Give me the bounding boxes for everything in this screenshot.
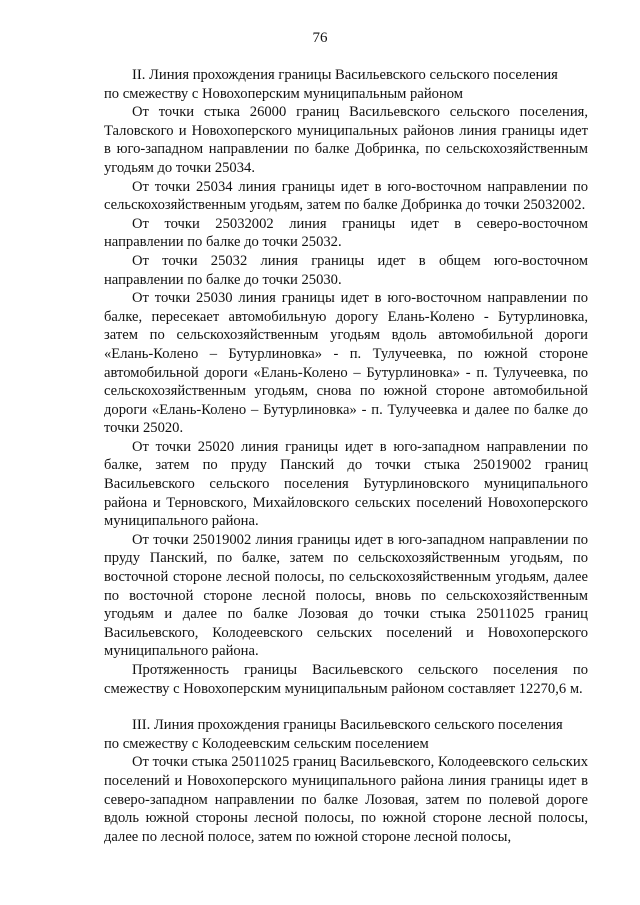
paragraph: От точки стыка 25011025 границ Васильевского, Колодеевского сельских поселений и Новохоперского муниципального района линия границы идет в северо-западном направлении по балке Лозовая, затем по полевой дороге вдоль южной стороны лесной полосы, по южной стороне лесной полосы, далее по лесной полосе, затем по южной стороне лесной полосы, [104, 754, 588, 845]
paragraph: От точки 25030 линия границы идет в юго-восточном направлении по балке, пересекает автомобильную дорогу Елань-Колено - Бутурлиновка, затем по сельскохозяйственным угодьям вдоль автомобильной дороги «Елань-Колено – Бутурлиновка» - п. Тулучеевка, по южной стороне автомобильной дороги «Елань-Колено – Бутурлиновка» - п. Тулучеевка, по сельскохозяйственным угодьям, снова по южной стороне автомобильной дороги «Елань-Колено – Бутурлиновка» - п. Тулучеевка и далее по балке до точки 25020. [104, 290, 588, 437]
section-3-heading-continued: по смежеству с Колодеевским сельским поселением [104, 735, 429, 752]
paragraph: От точки 25032 линия границы идет в общем юго-восточном направлении по балке до точки 25030. [104, 252, 588, 288]
section-3-heading: III. Линия прохождения границы Васильевского сельского поселения [132, 717, 563, 734]
page-number: 76 [312, 30, 328, 46]
section-2-heading: II. Линия прохождения границы Васильевского сельского поселения [132, 67, 558, 83]
paragraph: От точки 25032002 линия границы идет в северо-восточном направлении по балке до точки 25032. [104, 215, 588, 251]
paragraph: От точки 25020 линия границы идет в юго-западном направлении по балке, затем по пруду Панский до точки стыка 25019002 границ Васильевского сельского поселения Бутурлиновского муниципального района и Терновского, Михайловского сельских поселений Новохоперского муниципального района. [104, 438, 588, 530]
document-body [104, 66, 588, 846]
paragraph: От точки 25019002 линия границы идет в юго-западном направлении по пруду Панский, по балке, затем по сельскохозяйственным угодьям, по восточной стороне лесной полосы, по сельскохозяйственным угодьям, далее по восточной стороне лесной полосы, вновь по сельскохозяйственным угодьям и далее по балке Лозовая до точки стыка 25011025 границ Васильевского, Колодеевского сельских поселений и Новохоперского муниципального района. [104, 531, 588, 660]
paragraph: От точки 25034 линия границы идет в юго-восточном направлении по сельскохозяйственным угодьям, затем по балке Добринка до точки 25032002. [104, 178, 588, 214]
boundary-length-summary: Протяженность границы Васильевского сельского поселения по смежеству с Новохоперским муниципальным районом составляет 12270,6 м. [104, 662, 588, 697]
section-divider [104, 698, 588, 716]
paragraph: От точки стыка 26000 границ Васильевского сельского поселения, Таловского и Новохоперского муниципальных районов линия границы идет в юго-западном направлении по балке Добринка, по сельскохозяйственным угодьям до точки 25034. [104, 104, 588, 176]
section-2-heading-continued: по смежеству с Новохоперским муниципальным районом [104, 85, 464, 102]
